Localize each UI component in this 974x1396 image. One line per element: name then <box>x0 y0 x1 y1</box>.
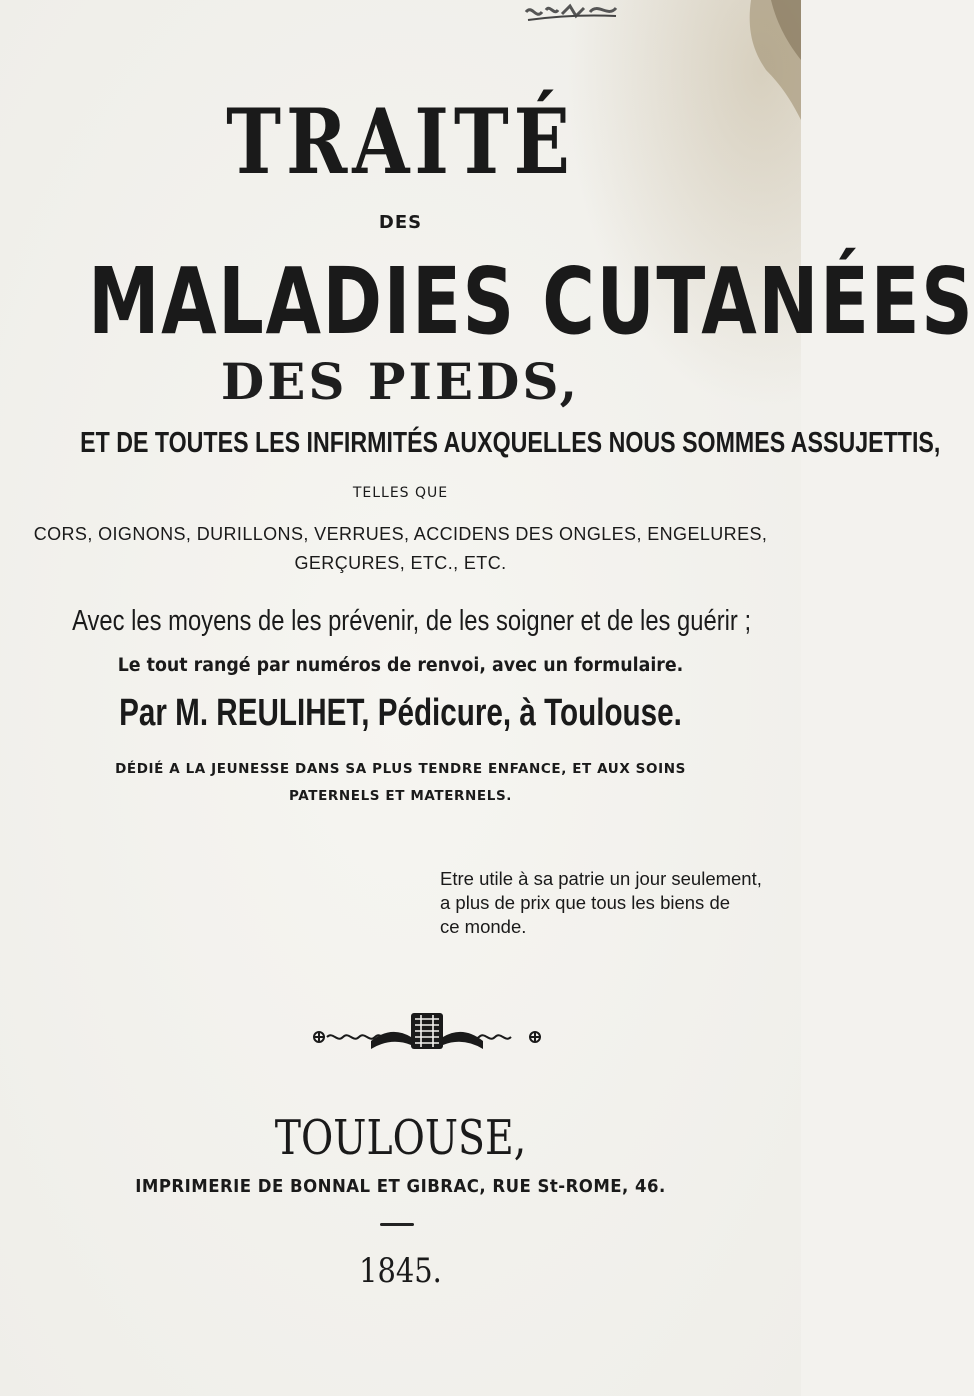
author-line: Par M. REULIHET, Pédicure, à Toulouse. <box>119 692 682 734</box>
epigraph-line-2: a plus de prix que tous les biens de <box>440 892 731 913</box>
title-des: DES <box>378 212 423 233</box>
description-range: Le tout rangé par numéros de renvoi, avec un formulaire. <box>117 655 684 676</box>
title-maladies-cutanees: MALADIES CUTANÉES <box>88 248 974 355</box>
ailments-line-2: GERÇURES, ETC., ETC. <box>294 553 507 573</box>
epigraph-line-3: ce monde. <box>440 916 527 937</box>
title-traite: TRAITÉ <box>226 89 575 195</box>
imprint-printer: IMPRIMERIE DE BONNAL ET GIBRAC, RUE St-ROME, 46. <box>135 1176 666 1197</box>
subtitle-infirmites: ET DE TOUTES LES INFIRMITÉS AUXQUELLES NOUS SOMMES ASSUJETTIS, <box>80 427 941 459</box>
epigraph <box>440 867 762 939</box>
title-des-pieds: DES PIEDS, <box>220 352 581 411</box>
description-moyens: Avec les moyens de les prévenir, de les soigner et de les guérir ; <box>72 605 752 637</box>
divider-rule <box>380 1223 414 1226</box>
epigraph-line-1: Etre utile à sa patrie un jour seulement, <box>440 868 762 889</box>
imprint-city: TOULOUSE, <box>274 1110 527 1166</box>
subtitle-telles-que: TELLES QUE <box>352 485 449 501</box>
dedication-line-1: DÉDIÉ A LA JEUNESSE DANS SA PLUS TENDRE ENFANCE, ET AUX SOINS <box>115 761 686 777</box>
ailments-line-1: CORS, OIGNONS, DURILLONS, VERRUES, ACCIDENS DES ONGLES, ENGELURES, <box>33 524 768 544</box>
printers-ornament-icon <box>311 1007 543 1053</box>
ink-mark-icon <box>522 0 622 24</box>
dedication-line-2: PATERNELS ET MATERNELS. <box>289 788 512 804</box>
imprint-year: 1845. <box>359 1251 442 1291</box>
